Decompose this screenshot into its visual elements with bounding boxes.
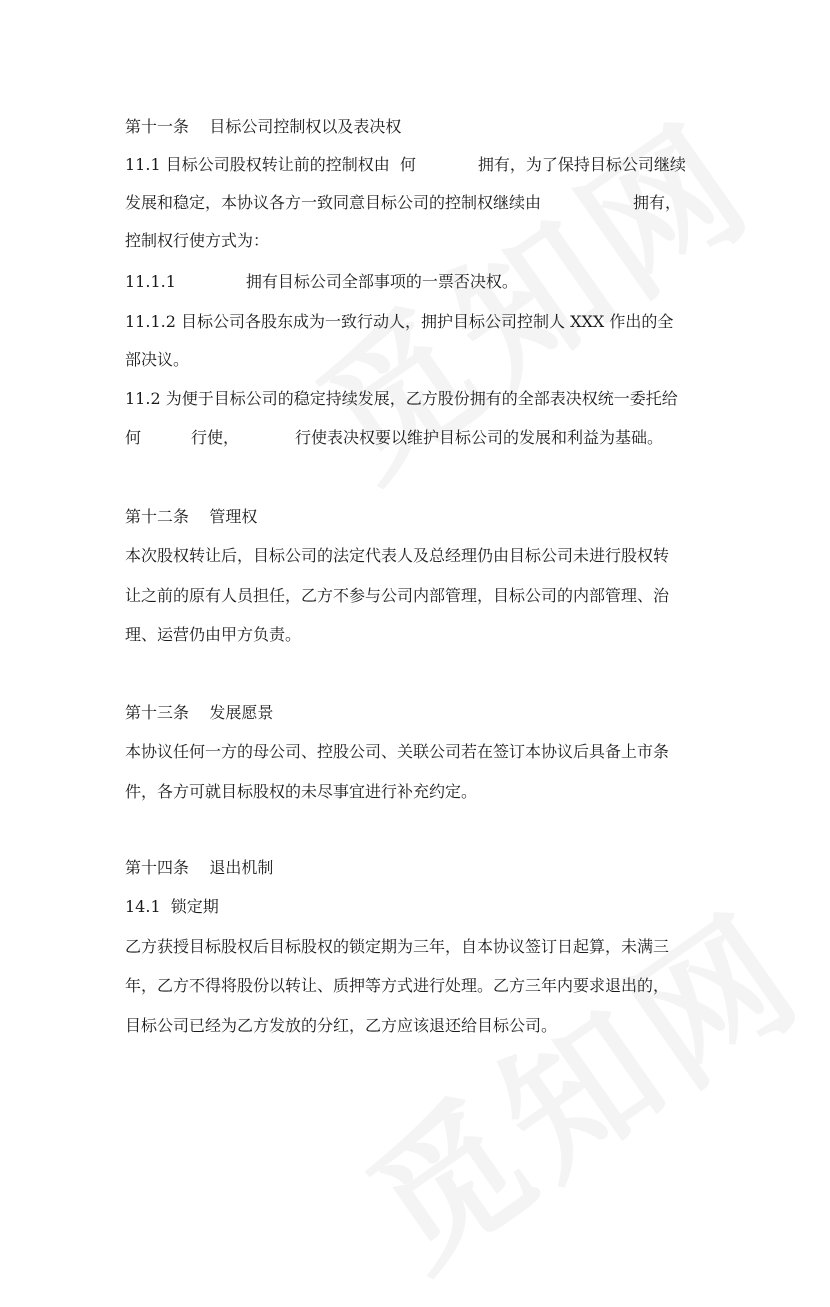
text-segment: 拥有，	[633, 193, 682, 212]
text-segment: 11.1 目标公司股权转让前的控制权由 何	[125, 155, 416, 174]
watermark-bottom	[320, 855, 830, 1307]
text-segment: 行使表决权要以维护目标公司的发展和利益为基础。	[295, 428, 664, 447]
article-14-line-1: 乙方获授目标股权后目标股权的锁定期为三年，自本协议签订日起算，未满三	[125, 937, 670, 956]
article-11-paragraph-1-line-1	[125, 155, 686, 175]
article-11-heading: 第十一条 目标公司控制权以及表决权	[125, 117, 402, 136]
article-14-line-3: 目标公司已经为乙方发放的分红，乙方应该退还给目标公司。	[125, 1016, 558, 1035]
article-12-heading: 第十二条 管理权	[125, 507, 258, 526]
text-segment: 拥有，为了保持目标公司继续	[477, 155, 686, 174]
article-11-paragraph-2-line-2	[125, 428, 663, 448]
item-text: 拥有目标公司全部事项的一票否决权。	[245, 272, 518, 291]
article-12-line-1: 本次股权转让后，目标公司的法定代表人及总经理仍由目标公司未进行股权转	[125, 546, 670, 565]
article-13-line-2: 件，各方可就目标股权的未尽事宜进行补充约定。	[125, 782, 478, 801]
item-number: 11.1.1	[125, 272, 176, 291]
article-12-line-3: 理、运营仍由甲方负责。	[125, 625, 302, 644]
article-11-item-2-line-2: 部决议。	[125, 350, 190, 369]
article-11-item-2-line-1: 11.1.2 目标公司各股东成为一致行动人，拥护目标公司控制人 XXX 作出的全	[125, 312, 674, 331]
article-14-subheading: 14.1 锁定期	[125, 897, 219, 916]
article-14-heading: 第十四条 退出机制	[125, 858, 274, 877]
text-segment: 发展和稳定，本协议各方一致同意目标公司的控制权继续由	[125, 193, 542, 212]
text-segment: 何	[125, 428, 142, 447]
article-13-line-1: 本协议任何一方的母公司、控股公司、关联公司若在签订本协议后具备上市条	[125, 742, 670, 761]
article-12-line-2: 让之前的原有人员担任，乙方不参与公司内部管理，目标公司的内部管理、治	[125, 586, 670, 605]
article-14-line-2: 年，乙方不得将股份以转让、质押等方式进行处理。乙方三年内要求退出的，	[125, 976, 670, 995]
article-13-heading: 第十三条 发展愿景	[125, 703, 274, 722]
article-11-paragraph-1-line-2	[125, 193, 681, 213]
article-11-paragraph-1-line-3: 控制权行使方式为：	[125, 231, 270, 250]
article-11-paragraph-2-line-1: 11.2 为便于目标公司的稳定持续发展，乙方股份拥有的全部表决权统一委托给	[125, 389, 678, 408]
text-segment: 行使，	[191, 428, 240, 447]
article-11-item-1	[125, 272, 518, 292]
